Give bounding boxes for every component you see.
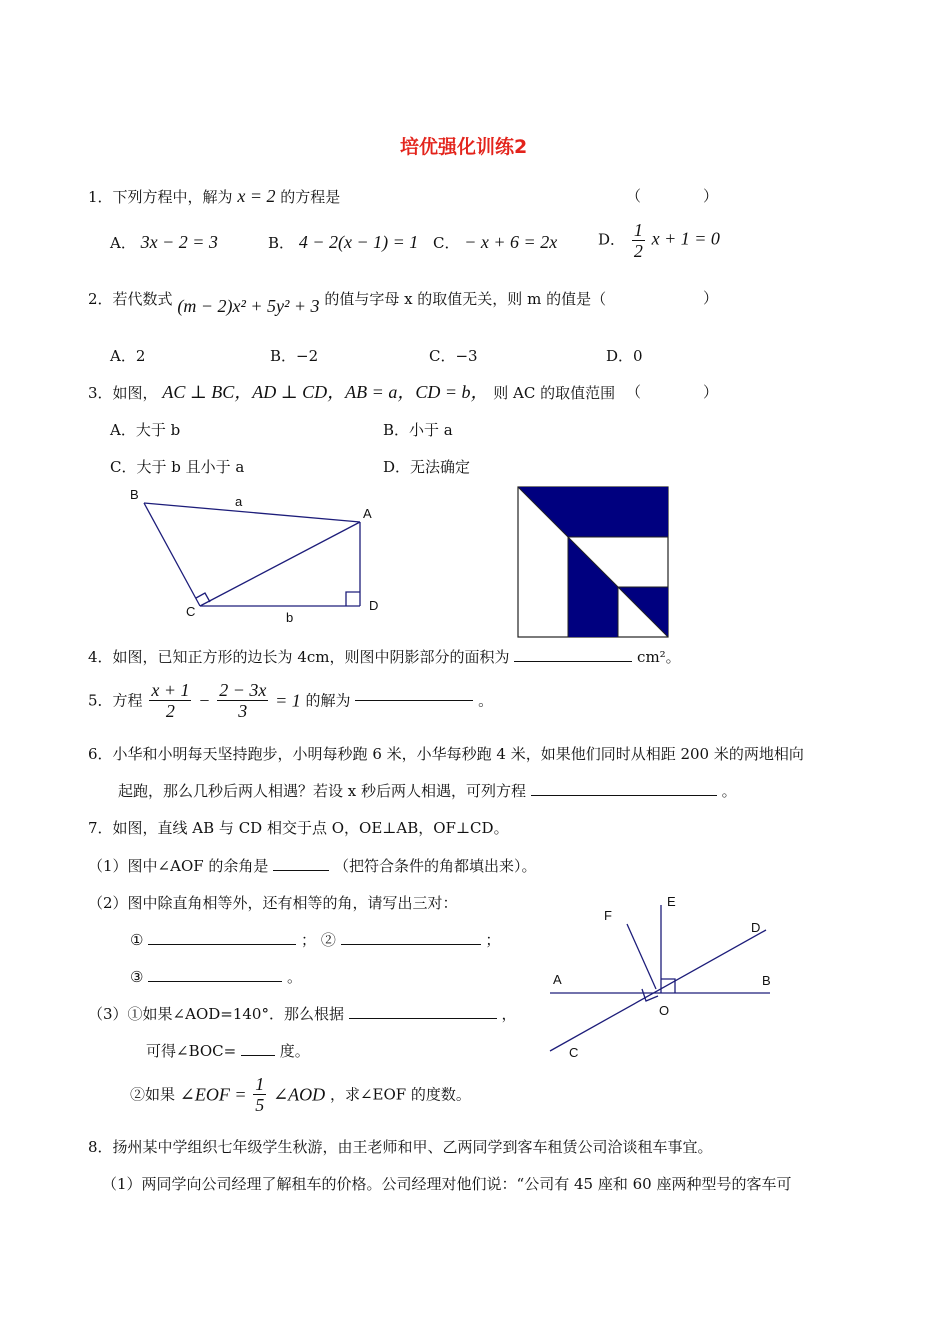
q2-option-a: A．2 [110, 347, 146, 365]
q2-stem-math: (m − 2)x² + 5y² + 3 [177, 296, 320, 316]
right-angle-d [346, 592, 360, 606]
q6-line1: 6．小华和小明每天坚持跑步，小明每秒跑 6 米，小华每秒跑 4 米，如果他们同时从相距 200 米的两地相向 [88, 745, 804, 763]
label-o: O [659, 1003, 670, 1018]
q5-stem-post: 的解为 [305, 691, 351, 710]
q8-line2: （1）两同学向公司经理了解租车的价格。公司经理对他们说：“公司有 45 座和 60 座两种型号的客车可 [102, 1175, 792, 1193]
q7-part3b [146, 1041, 310, 1061]
q2-option-b: B．−2 [270, 347, 319, 365]
label-b-side: b [286, 610, 294, 622]
q7-part3c-frac-denominator: 5 [255, 1095, 265, 1115]
q1-option-c-math: − x + 6 = 2x [464, 232, 558, 252]
q5-stem-pre: 5．方程 [88, 691, 143, 710]
q7-part1-post: （把符合条件的角都填出来）。 [333, 857, 537, 875]
q7-part3c [130, 1074, 471, 1115]
q1-option-d-math: x + 1 = 0 [651, 228, 720, 249]
q7-part3c-post: ，求∠EOF 的度数。 [329, 1085, 471, 1104]
q1-option-d [598, 220, 720, 261]
right-angle-c [196, 593, 210, 602]
q1-option-b-label: B． [268, 234, 295, 252]
q1-paren-close: ） [703, 187, 719, 205]
label-c: C [186, 604, 196, 619]
q3-stem-math: AC ⊥ BC，AD ⊥ CD，AB = a，CD = b， [162, 382, 489, 402]
q7-part3b-pre: 可得∠BOC= [146, 1042, 237, 1060]
q2-option-d: D．0 [606, 347, 643, 365]
q4-stem-text: 4．如图，已知正方形的边长为 4cm，则图中阴影部分的面积为 [88, 648, 510, 666]
label-b: B [130, 487, 139, 502]
q5-stem [88, 680, 493, 721]
q3-option-b: B．小于 a [383, 421, 453, 439]
q6-line2 [118, 781, 737, 801]
q1-option-b-math: 4 − 2(x − 1) = 1 [298, 232, 419, 252]
q5-minus: − [198, 690, 211, 711]
label-a: A [553, 972, 562, 987]
q7-part2-end: 。 [287, 968, 303, 986]
q7-pair1-blank[interactable] [148, 944, 296, 945]
q5-equals: = 1 [275, 690, 301, 711]
q1-option-d-frac-numerator: 1 [633, 220, 643, 240]
segment-ba [144, 503, 360, 522]
q5-fraction-1 [149, 680, 191, 721]
label-b: B [762, 973, 771, 988]
q3-option-c: C．大于 b 且小于 a [110, 458, 245, 476]
q7-part2-row2 [130, 967, 302, 987]
label-e: E [667, 894, 676, 909]
label-c: C [569, 1045, 579, 1060]
q3-figure [120, 482, 400, 622]
q7-part3c-fraction [253, 1074, 266, 1115]
q3-paren-close: ） [703, 383, 719, 401]
q7-part3c-math-right: ∠AOD [273, 1084, 326, 1105]
q5-frac2-denominator: 3 [238, 701, 248, 721]
segment-ca [200, 522, 360, 606]
q7-reason-blank[interactable] [349, 1018, 497, 1019]
q1-option-d-frac-denominator: 2 [633, 241, 643, 261]
q1-option-a-label: A． [110, 234, 136, 252]
line-cd [550, 930, 766, 1051]
label-a: A [363, 506, 372, 521]
q2-stem-post: 的值与字母 x 的取值无关，则 m 的值是（ [324, 290, 607, 308]
q7-circled-3: ③ [130, 968, 144, 986]
q1-option-c-label: C． [433, 234, 460, 252]
q1-stem-math: x = 2 [237, 186, 276, 206]
q4-stem [88, 647, 681, 667]
q6-line2-text: 起跑，那么几秒后两人相遇？若设 x 秒后两人相遇，可列方程 [118, 782, 526, 800]
q6-end: 。 [721, 782, 737, 800]
q7-figure [540, 888, 780, 1068]
q7-part3a [88, 1004, 517, 1024]
q7-circled-1: ① [130, 931, 144, 949]
q7-part2-row1 [130, 930, 500, 950]
label-a-side: a [235, 494, 243, 509]
q1-option-b [268, 232, 418, 253]
q5-answer-blank[interactable] [355, 700, 473, 701]
q2-stem-pre: 2．若代数式 [88, 290, 173, 308]
q7-part3c-math-left: ∠EOF = [179, 1084, 247, 1105]
q7-part3a-pre: （3）①如果∠AOD=140°．那么根据 [88, 1005, 344, 1023]
q1-option-d-label: D． [598, 230, 626, 249]
q2-stem [88, 288, 607, 316]
q3-stem [88, 382, 615, 403]
q3-stem-pre: 3．如图， [88, 384, 158, 402]
label-d: D [751, 920, 761, 935]
q7-stem: 7．如图，直线 AB 与 CD 相交于点 O，OE⊥AB，OF⊥CD。 [88, 819, 509, 837]
q2-paren-close: ） [703, 289, 719, 307]
q7-part1-pre: （1）图中∠AOF 的余角是 [88, 857, 269, 875]
right-angle-eob [661, 979, 675, 993]
q7-sep-1: ； [301, 931, 317, 949]
q5-fraction-2 [217, 680, 268, 721]
q8-line1: 8．扬州某中学组织七年级学生秋游，由王老师和甲、乙两同学到客车租赁公司洽谈租车事宜。 [88, 1138, 713, 1156]
q7-part3b-post: 度。 [279, 1042, 310, 1060]
q2-option-c: C．−3 [429, 347, 478, 365]
q7-part3c-pre: ②如果 [130, 1085, 176, 1104]
q4-answer-blank[interactable] [514, 661, 632, 662]
page-title: 培优强化训练2 [400, 136, 528, 158]
q3-stem-post: 则 AC 的取值范围 [493, 384, 616, 402]
ray-of [627, 924, 656, 989]
q5-frac1-numerator: x + 1 [151, 680, 190, 700]
q7-pair3-blank[interactable] [148, 981, 282, 982]
q1-stem-pre: 1．下列方程中，解为 [88, 188, 233, 206]
q3-option-d: D．无法确定 [383, 458, 471, 476]
q7-part3a-post: ， [501, 1005, 517, 1023]
q1-paren-open: （ [626, 187, 642, 205]
q5-frac2-numerator: 2 − 3x [219, 680, 267, 700]
q5-frac1-denominator: 2 [165, 701, 175, 721]
q5-end: 。 [478, 691, 494, 710]
q7-part1 [88, 856, 537, 876]
q7-part2: （2）图中除直角相等外，还有相等的角，请写出三对： [88, 894, 458, 912]
q1-stem-post: 的方程是 [280, 188, 341, 206]
q7-part3c-frac-numerator: 1 [255, 1074, 265, 1094]
q7-sep-2: ； [485, 931, 501, 949]
q4-figure [516, 485, 672, 641]
q1-option-a-math: 3x − 2 = 3 [140, 232, 218, 252]
label-f: F [604, 908, 612, 923]
q7-boc-blank[interactable] [241, 1055, 275, 1056]
q7-pair2-blank[interactable] [341, 944, 481, 945]
q1-option-d-fraction [632, 220, 645, 261]
q1-option-c [433, 232, 557, 253]
q7-part1-blank[interactable] [273, 870, 329, 871]
q7-circled-2: ② [320, 931, 336, 949]
q3-paren-open: （ [626, 383, 642, 401]
segment-bc [144, 503, 200, 606]
q3-option-a: A．大于 b [110, 421, 181, 439]
q1-option-a [110, 232, 218, 253]
q1-stem [88, 186, 340, 207]
label-d: D [369, 598, 379, 613]
q6-answer-blank[interactable] [531, 795, 717, 796]
q4-unit: cm²。 [637, 648, 681, 666]
